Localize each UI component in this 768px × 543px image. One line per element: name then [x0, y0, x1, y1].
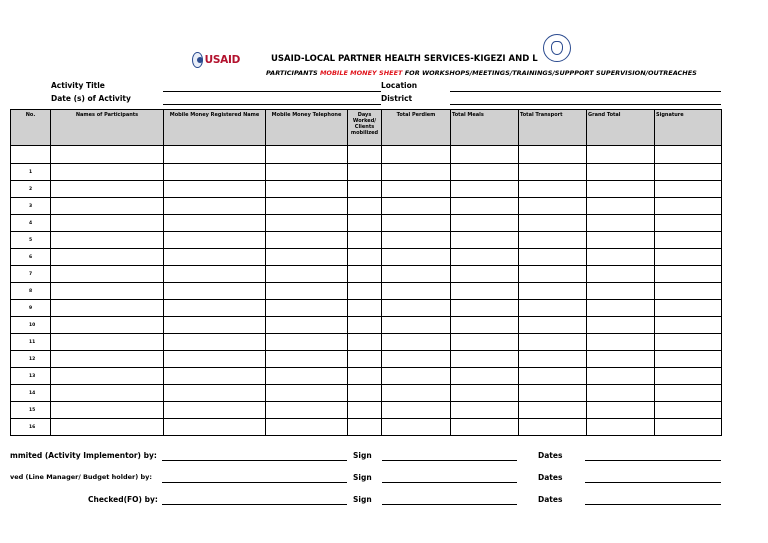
activity-dates-line[interactable]	[163, 104, 381, 105]
table-cell[interactable]	[587, 232, 655, 249]
table-cell[interactable]	[164, 266, 266, 283]
table-cell[interactable]	[587, 368, 655, 385]
location-label: Location	[381, 81, 418, 90]
table-cell[interactable]	[519, 198, 587, 215]
table-row	[11, 402, 722, 419]
table-cell[interactable]	[587, 198, 655, 215]
table-row	[11, 368, 722, 385]
table-cell[interactable]	[519, 249, 587, 266]
table-cell[interactable]	[655, 385, 722, 402]
table-cell[interactable]	[382, 334, 451, 351]
table-cell[interactable]	[655, 334, 722, 351]
usaid-logo	[192, 51, 240, 69]
row-number: 14	[11, 385, 51, 402]
table-cell[interactable]	[451, 232, 519, 249]
row-number: 16	[11, 419, 51, 436]
table-cell[interactable]	[587, 402, 655, 419]
table-cell[interactable]	[51, 334, 164, 351]
table-body	[11, 146, 722, 436]
table-cell[interactable]	[655, 232, 722, 249]
table-cell[interactable]	[51, 164, 164, 181]
approved-by-line[interactable]	[162, 482, 347, 483]
table-cell[interactable]	[519, 266, 587, 283]
table-cell[interactable]	[451, 419, 519, 436]
table-cell[interactable]	[655, 181, 722, 198]
table-cell[interactable]	[451, 266, 519, 283]
table-row	[11, 215, 722, 232]
table-cell[interactable]	[655, 368, 722, 385]
table-cell[interactable]	[266, 385, 348, 402]
table-cell[interactable]	[587, 300, 655, 317]
table-cell[interactable]	[587, 334, 655, 351]
column-header-days-worked: Days Worked/ Clients mobilized	[348, 110, 382, 146]
table-cell[interactable]	[655, 164, 722, 181]
table-row	[11, 198, 722, 215]
table-cell[interactable]	[266, 402, 348, 419]
table-row	[11, 351, 722, 368]
table-cell[interactable]	[164, 300, 266, 317]
table-cell[interactable]	[382, 300, 451, 317]
table-cell[interactable]	[348, 334, 382, 351]
table-cell[interactable]	[587, 317, 655, 334]
row-number: 8	[11, 283, 51, 300]
district-label: District	[381, 94, 413, 103]
approved-sign-line[interactable]	[382, 482, 517, 483]
table-cell[interactable]	[587, 181, 655, 198]
table-cell[interactable]	[382, 419, 451, 436]
table-row	[11, 334, 722, 351]
column-header-no: No.	[11, 110, 51, 146]
table-cell[interactable]	[451, 317, 519, 334]
row-number: 3	[11, 198, 51, 215]
table-cell[interactable]	[382, 181, 451, 198]
submitted-by-label: mmited (Activity Implementor) by:	[10, 451, 157, 460]
table-cell[interactable]	[51, 402, 164, 419]
row-number: 11	[11, 334, 51, 351]
location-line[interactable]	[450, 91, 721, 92]
table-cell[interactable]	[587, 215, 655, 232]
table-cell[interactable]	[451, 368, 519, 385]
table-cell[interactable]	[382, 317, 451, 334]
table-cell[interactable]	[266, 164, 348, 181]
column-header-mm-registered-name: Mobile Money Registered Name	[164, 110, 266, 146]
row-number: 1	[11, 164, 51, 181]
table-cell[interactable]	[164, 385, 266, 402]
table-cell[interactable]	[382, 266, 451, 283]
table-cell[interactable]	[266, 283, 348, 300]
table-row	[11, 181, 722, 198]
table-cell[interactable]	[382, 249, 451, 266]
checked-by-line[interactable]	[162, 504, 347, 505]
table-cell[interactable]	[348, 419, 382, 436]
table-cell[interactable]	[266, 300, 348, 317]
table-cell[interactable]	[382, 368, 451, 385]
table-cell[interactable]	[266, 317, 348, 334]
table-row	[11, 266, 722, 283]
table-cell[interactable]	[266, 181, 348, 198]
table-cell[interactable]	[587, 249, 655, 266]
table-cell[interactable]	[382, 402, 451, 419]
table-cell[interactable]	[348, 283, 382, 300]
table-cell[interactable]	[382, 351, 451, 368]
row-number: 15	[11, 402, 51, 419]
document-subtitle	[266, 69, 697, 77]
submitted-dates-line[interactable]	[585, 460, 721, 461]
checked-sign-line[interactable]	[382, 504, 517, 505]
table-cell[interactable]	[266, 266, 348, 283]
table-cell[interactable]	[519, 402, 587, 419]
table-cell[interactable]	[587, 351, 655, 368]
table-cell[interactable]	[451, 385, 519, 402]
table-row	[11, 232, 722, 249]
table-cell[interactable]	[382, 215, 451, 232]
row-number: 13	[11, 368, 51, 385]
table-cell[interactable]	[655, 402, 722, 419]
table-cell[interactable]	[266, 368, 348, 385]
row-number: 9	[11, 300, 51, 317]
table-cell[interactable]	[164, 249, 266, 266]
table-cell[interactable]	[348, 266, 382, 283]
table-cell[interactable]	[51, 351, 164, 368]
table-cell[interactable]	[348, 232, 382, 249]
table-cell[interactable]	[348, 164, 382, 181]
column-header-mm-telephone: Mobile Money Telephone	[266, 110, 348, 146]
table-cell[interactable]	[164, 215, 266, 232]
table-cell[interactable]	[348, 300, 382, 317]
table-cell[interactable]	[51, 317, 164, 334]
table-cell[interactable]	[348, 368, 382, 385]
table-cell[interactable]	[382, 232, 451, 249]
table-cell[interactable]	[164, 351, 266, 368]
table-cell[interactable]	[382, 283, 451, 300]
table-cell[interactable]	[519, 164, 587, 181]
table-cell[interactable]	[348, 215, 382, 232]
table-cell[interactable]	[587, 283, 655, 300]
table-cell[interactable]	[382, 198, 451, 215]
table-cell[interactable]	[655, 419, 722, 436]
table-cell[interactable]	[451, 164, 519, 181]
table-cell[interactable]	[382, 164, 451, 181]
table-cell[interactable]	[164, 368, 266, 385]
table-row	[11, 283, 722, 300]
column-header-participant-name: Names of Participants	[51, 110, 164, 146]
table-row	[11, 164, 722, 181]
table-cell[interactable]	[348, 198, 382, 215]
table-cell[interactable]	[655, 300, 722, 317]
subtitle-prefix: PARTICIPANTS	[266, 69, 320, 77]
table-cell[interactable]	[655, 283, 722, 300]
table-row	[11, 249, 722, 266]
table-cell[interactable]	[519, 334, 587, 351]
table-cell[interactable]	[164, 164, 266, 181]
table-cell[interactable]	[519, 300, 587, 317]
subtitle-highlight: MOBILE MONEY SHEET	[319, 69, 403, 77]
table-cell[interactable]	[655, 317, 722, 334]
table-cell[interactable]	[587, 164, 655, 181]
column-header-signature: Signature	[655, 110, 722, 146]
activity-title-label: Activity Title	[51, 81, 105, 90]
activity-title-line[interactable]	[163, 91, 381, 92]
row-number: 12	[11, 351, 51, 368]
row-number: 10	[11, 317, 51, 334]
submitted-by-line[interactable]	[162, 460, 347, 461]
table-cell[interactable]	[51, 266, 164, 283]
approved-by-label: ved (Line Manager/ Budget holder) by:	[10, 473, 152, 481]
row-number: 4	[11, 215, 51, 232]
table-cell[interactable]	[266, 419, 348, 436]
table-cell[interactable]	[655, 266, 722, 283]
table-cell[interactable]	[51, 215, 164, 232]
usaid-logo-text: USAID	[204, 54, 240, 66]
document-title: USAID-LOCAL PARTNER HEALTH SERVICES-KIGEZI AND L	[271, 54, 538, 64]
column-header-grand-total: Grand Total	[587, 110, 655, 146]
table-cell[interactable]	[655, 198, 722, 215]
table-cell[interactable]	[451, 334, 519, 351]
submitted-sign-line[interactable]	[382, 460, 517, 461]
table-cell[interactable]	[348, 249, 382, 266]
table-cell[interactable]	[164, 402, 266, 419]
row-number: 7	[11, 266, 51, 283]
table-cell[interactable]	[519, 181, 587, 198]
table-row	[11, 385, 722, 402]
column-header-total-perdiem: Total Perdiem	[382, 110, 451, 146]
row-number: 2	[11, 181, 51, 198]
table-cell[interactable]	[587, 419, 655, 436]
table-cell[interactable]	[451, 283, 519, 300]
table-cell[interactable]	[451, 249, 519, 266]
table-cell[interactable]	[519, 419, 587, 436]
table-cell[interactable]	[164, 232, 266, 249]
table-cell[interactable]	[655, 351, 722, 368]
table-cell[interactable]	[587, 266, 655, 283]
row-number: 6	[11, 249, 51, 266]
table-cell[interactable]	[51, 232, 164, 249]
table-cell[interactable]	[451, 300, 519, 317]
submitted-dates-label: Dates	[538, 451, 563, 460]
approved-dates-label: Dates	[538, 473, 563, 482]
table-cell[interactable]	[51, 249, 164, 266]
table-cell[interactable]	[51, 419, 164, 436]
table-cell[interactable]	[655, 215, 722, 232]
partner-crest-icon	[543, 34, 571, 62]
table-cell[interactable]	[587, 385, 655, 402]
table-cell[interactable]	[519, 215, 587, 232]
activity-dates-label: Date (s) of Activity	[51, 94, 131, 103]
table-cell[interactable]	[348, 402, 382, 419]
table-cell[interactable]	[164, 198, 266, 215]
district-line[interactable]	[450, 104, 721, 105]
table-cell[interactable]	[51, 181, 164, 198]
table-cell[interactable]	[348, 317, 382, 334]
table-cell[interactable]	[266, 334, 348, 351]
row-number: 5	[11, 232, 51, 249]
table-cell[interactable]	[519, 232, 587, 249]
table-cell[interactable]	[519, 351, 587, 368]
table-cell[interactable]	[164, 181, 266, 198]
table-cell[interactable]	[451, 215, 519, 232]
subtitle-suffix: FOR WORKSHOPS/MEETINGS/TRAININGS/SUPPPORT SUPERVISION/OUTREACHES	[402, 69, 697, 77]
table-cell[interactable]	[348, 385, 382, 402]
table-cell[interactable]	[519, 283, 587, 300]
table-cell[interactable]	[519, 317, 587, 334]
table-cell[interactable]	[655, 249, 722, 266]
approved-dates-line[interactable]	[585, 482, 721, 483]
table-cell[interactable]	[51, 385, 164, 402]
table-cell[interactable]	[451, 181, 519, 198]
table-cell[interactable]	[382, 385, 451, 402]
checked-sign-label: Sign	[353, 495, 372, 504]
table-cell[interactable]	[348, 181, 382, 198]
table-cell[interactable]	[164, 419, 266, 436]
column-header-total-transport: Total Transport	[519, 110, 587, 146]
table-cell[interactable]	[519, 368, 587, 385]
table-cell[interactable]	[519, 385, 587, 402]
table-cell[interactable]	[51, 368, 164, 385]
table-cell[interactable]	[266, 232, 348, 249]
column-header-total-meals: Total Meals	[451, 110, 519, 146]
table-cell[interactable]	[451, 351, 519, 368]
table-cell[interactable]	[51, 198, 164, 215]
submitted-sign-label: Sign	[353, 451, 372, 460]
usaid-seal-icon	[192, 52, 203, 68]
table-cell[interactable]	[266, 198, 348, 215]
table-cell[interactable]	[348, 351, 382, 368]
table-cell[interactable]	[164, 334, 266, 351]
table-cell[interactable]	[164, 283, 266, 300]
checked-by-label: Checked(FO) by:	[88, 495, 158, 504]
table-cell[interactable]	[51, 283, 164, 300]
table-row	[11, 300, 722, 317]
table-header-row	[11, 110, 722, 146]
checked-dates-line[interactable]	[585, 504, 721, 505]
checked-dates-label: Dates	[538, 495, 563, 504]
table-cell[interactable]	[451, 402, 519, 419]
table-cell[interactable]	[164, 317, 266, 334]
table-cell[interactable]	[266, 351, 348, 368]
table-row	[11, 419, 722, 436]
table-cell[interactable]	[51, 300, 164, 317]
approved-sign-label: Sign	[353, 473, 372, 482]
table-row	[11, 317, 722, 334]
table-cell[interactable]	[451, 198, 519, 215]
participants-table	[10, 109, 722, 436]
table-cell[interactable]	[266, 215, 348, 232]
table-row-blank	[11, 146, 722, 164]
table-cell[interactable]	[266, 249, 348, 266]
